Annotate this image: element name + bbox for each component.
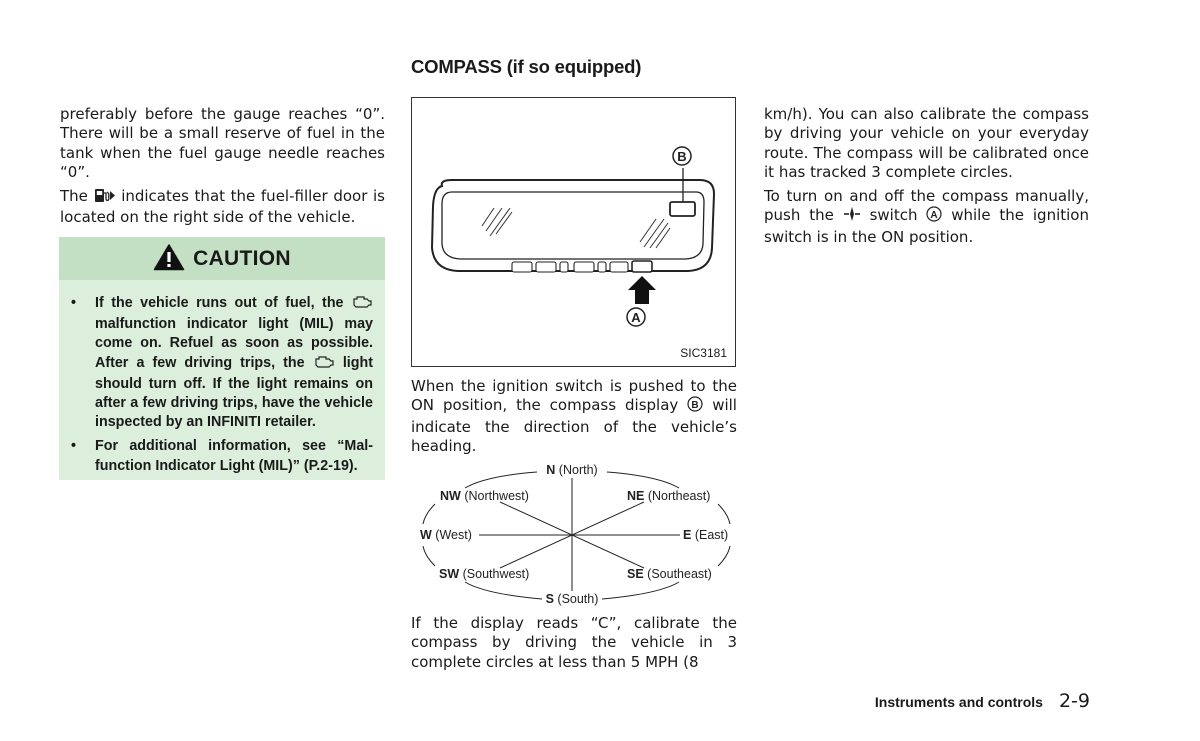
section-heading: COMPASS (if so equipped) xyxy=(411,56,642,77)
compass-display-paragraph: When the ignition switch is pushed to the ON position, the compass display B will indicate the direction of the vehicle’s heading. xyxy=(411,377,737,455)
bullet: • xyxy=(71,438,77,455)
fuel-reserve-paragraph: preferably before the gauge reaches “0”. There will be a small reserve of fuel in the tank when the fuel gauge needle reaches “0”. xyxy=(60,105,385,181)
caution-header xyxy=(59,237,385,280)
page-footer xyxy=(875,690,1090,712)
callout-ref-a xyxy=(926,206,942,227)
west-label: W (West) xyxy=(420,528,472,542)
fuel-door-paragraph: The indicates that the fuel-filler door is located on the right side of the vehicle. xyxy=(60,187,385,227)
southeast-label: SE (Southeast) xyxy=(627,567,712,581)
svg-text:A: A xyxy=(930,210,938,222)
fuel-door-icon xyxy=(94,188,116,208)
arrow-up-icon xyxy=(628,276,656,304)
northeast-label: NE (Northeast) xyxy=(627,489,711,503)
footer-section-title: Instruments and controls xyxy=(874,694,1043,710)
compass-display xyxy=(670,202,695,216)
caution-title: CAUTION xyxy=(193,246,291,270)
figure-label: SIC3181 xyxy=(680,346,727,360)
manual-toggle-paragraph: To turn on and off the compass manually, push the switch A while the ignition switch is in the ON position. xyxy=(764,187,1089,246)
north-label: N (North) xyxy=(546,463,598,477)
calibration-paragraph: If the display reads “C”, calibrate the compass by driving the vehicle in 3 complete circles at less than 5 MPH (8 xyxy=(411,614,737,671)
mirror-figure xyxy=(411,97,736,367)
caution-item: • If the vehicle runs out of fuel, the malfunction indicator light (MIL) may come on. Refuel as soon as possible. After a few driving trips, the light should turn off. If the light remains on after a few driving trips, have the vehicle inspected by an INFINITI retailer. xyxy=(71,295,373,431)
bullet: • xyxy=(71,295,77,311)
calibration-continued-paragraph: km/h). You can also calibrate the compass by driving your vehicle on your everyday route. The compass will be calibrated once it has tracked 3 complete circles. xyxy=(764,105,1089,181)
middle-column xyxy=(411,377,737,461)
caution-item: • For additional information, see “Mal-function Indicator Light (MIL)” (P.2-19). xyxy=(71,438,373,474)
caution-list xyxy=(59,280,385,476)
check-engine-icon xyxy=(351,295,373,315)
callout-ref-b xyxy=(687,396,703,417)
east-label: E (East) xyxy=(683,528,729,542)
callout-a: A xyxy=(631,310,641,325)
caution-box xyxy=(59,237,385,480)
page-number: 2-9 xyxy=(1058,690,1090,712)
rearview-mirror-illustration xyxy=(412,98,735,366)
callout-b: B xyxy=(677,149,687,164)
svg-text:B: B xyxy=(691,400,699,412)
compass-icon xyxy=(843,206,861,227)
compass-directions-diagram xyxy=(405,458,750,610)
check-engine-icon xyxy=(313,355,335,375)
left-column xyxy=(60,105,385,233)
south-label: S (South) xyxy=(545,592,599,606)
northwest-label: NW (Northwest) xyxy=(440,489,529,503)
southwest-label: SW (Southwest) xyxy=(439,567,530,581)
right-column xyxy=(764,105,1089,252)
warning-triangle-icon xyxy=(153,243,185,275)
